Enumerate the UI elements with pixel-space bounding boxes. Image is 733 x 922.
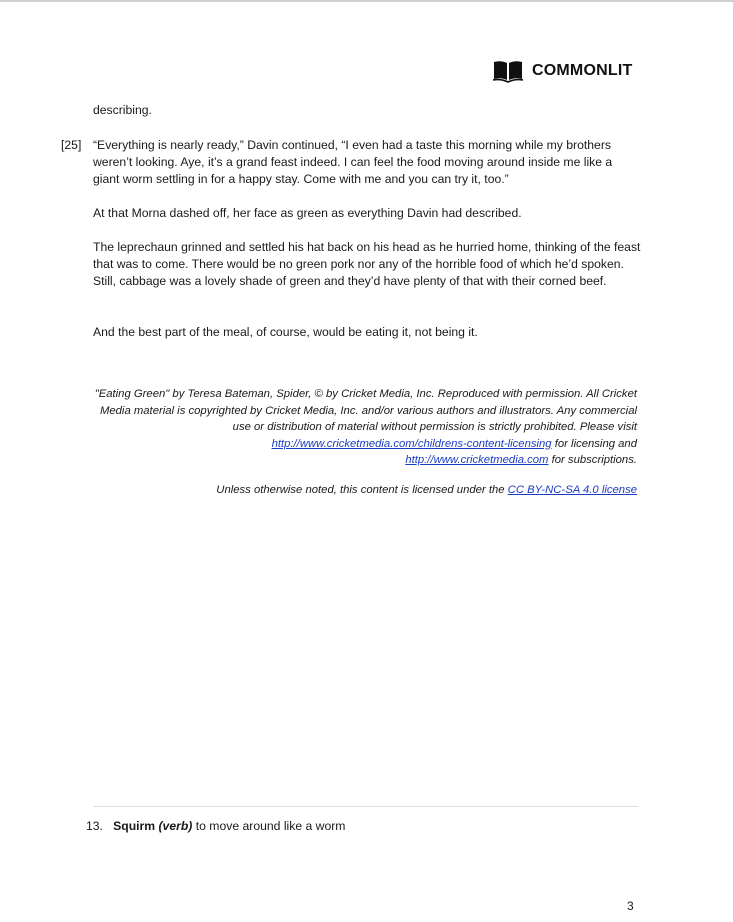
- logo-text: COMMONLIT: [532, 62, 633, 79]
- subscriptions-link[interactable]: http://www.cricketmedia.com: [405, 454, 549, 466]
- open-book-icon: [492, 59, 524, 83]
- footnote-term: Squirm: [113, 819, 156, 833]
- credit-text: for licensing and: [551, 437, 637, 450]
- paragraph: At that Morna dashed off, her face as green as everything Davin had described.: [93, 206, 522, 220]
- paragraph: And the best part of the meal, of course, would be eating it, not being it.: [93, 325, 478, 339]
- top-border: [0, 0, 733, 2]
- paragraph-number: [25]: [61, 138, 82, 152]
- license-line: [93, 482, 637, 499]
- footnote: [86, 818, 345, 835]
- licensing-link[interactable]: http://www.cricketmedia.com/childrens-content-licensing: [271, 437, 552, 450]
- fragment-text: describing.: [93, 103, 152, 117]
- license-link[interactable]: CC BY-NC-SA 4.0 license: [507, 484, 637, 496]
- footnote-definition: to move around like a worm: [192, 819, 346, 833]
- license-text: Unless otherwise noted, this content is licensed under the: [216, 484, 508, 496]
- page-number: 3: [627, 899, 634, 913]
- credit-text: "Eating Green" by Teresa Bateman, Spider, © by Cricket Media, Inc. Reproduced with permission. All Cricket Media material is copyrighted by Cricket Media, Inc. and/or various authors and illustrators. Any commercial use or distribution of material without permission is strictly prohibited. Please visit: [94, 388, 637, 433]
- footnote-divider: [93, 806, 638, 807]
- paragraph: The leprechaun grinned and settled his hat back on his head as he hurried home, thinking of the feast that was to come. There would be no green pork nor any of the horrible food of which he’d spoken. Still, cabbage was a lovely shade of green and they’d have plenty of that with their corned beef.: [93, 240, 641, 288]
- footnote-pos: (verb): [158, 819, 193, 833]
- credit-text: for subscriptions.: [548, 454, 637, 466]
- commonlit-logo: [492, 59, 632, 83]
- paragraph-25: “Everything is nearly ready,” Davin continued, “I even had a taste this morning while my brothers weren’t looking. Aye, it’s a grand feast indeed. I can feel the food moving around inside me like a giant worm settling in for a happy stay. Come with me and you can try it, too.”: [93, 138, 613, 186]
- credit-block: [93, 386, 637, 469]
- footnote-number: 13.: [86, 819, 103, 833]
